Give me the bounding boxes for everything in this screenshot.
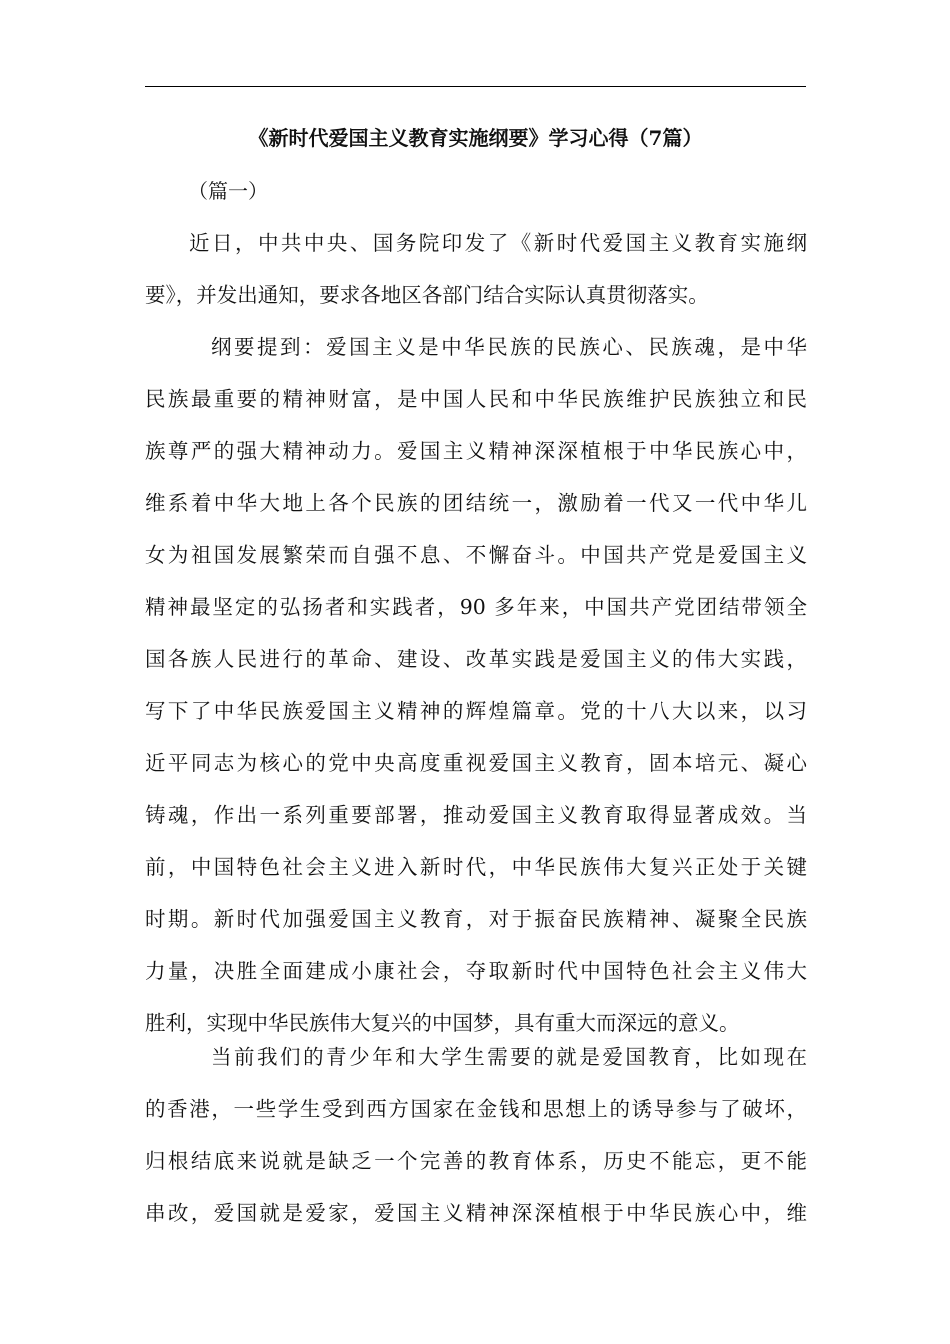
paragraph-line: 时期。新时代加强爱国主义教育，对于振奋民族精神、凝聚全民族 bbox=[145, 907, 807, 931]
paragraph-line: 族尊严的强大精神动力。爱国主义精神深深植根于中华民族心中， bbox=[145, 439, 807, 463]
paragraph-1 bbox=[145, 226, 807, 330]
paragraph-line: 串改，爱国就是爱家，爱国主义精神深深植根于中华民族心中，维 bbox=[145, 1201, 807, 1225]
paragraph-line: 女为祖国发展繁荣而自强不息、不懈奋斗。中国共产党是爱国主义 bbox=[145, 543, 807, 567]
paragraph-line: 胜利，实现中华民族伟大复兴的中国梦，具有重大而深远的意义。 bbox=[145, 1011, 740, 1035]
paragraph-line: 要》，并发出通知，要求各地区各部门结合实际认真贯彻落实。 bbox=[145, 283, 709, 307]
paragraph-line: 写下了中华民族爱国主义精神的辉煌篇章。党的十八大以来，以习 bbox=[145, 699, 807, 723]
paragraph-line: 纲要提到：爱国主义是中华民族的民族心、民族魂，是中华 bbox=[211, 335, 807, 359]
paragraph-line: 当前我们的青少年和大学生需要的就是爱国教育，比如现在 bbox=[211, 1045, 807, 1069]
paragraph-line: 国各族人民进行的革命、建设、改革实践是爱国主义的伟大实践， bbox=[145, 647, 807, 671]
document-title: 《新时代爱国主义教育实施纲要》学习心得（7篇） bbox=[248, 126, 703, 150]
paragraph-line: 的香港，一些学生受到西方国家在金钱和思想上的诱导参与了破坏， bbox=[145, 1097, 807, 1121]
paragraph-line: 近日，中共中央、国务院印发了《新时代爱国主义教育实施纲 bbox=[189, 231, 807, 255]
paragraph-line: 近平同志为核心的党中央高度重视爱国主义教育，固本培元、凝心 bbox=[145, 751, 807, 775]
header-rule bbox=[145, 86, 806, 87]
section-label: （篇一） bbox=[188, 179, 268, 203]
paragraph-3 bbox=[145, 1040, 807, 1248]
paragraph-2 bbox=[145, 330, 807, 1058]
paragraph-line: 精神最坚定的弘扬者和实践者，90 多年来，中国共产党团结带领全 bbox=[145, 595, 807, 619]
paragraph-line: 铸魂，作出一系列重要部署，推动爱国主义教育取得显著成效。当 bbox=[145, 803, 807, 827]
paragraph-line: 力量，决胜全面建成小康社会，夺取新时代中国特色社会主义伟大 bbox=[145, 959, 807, 983]
paragraph-line: 归根结底来说就是缺乏一个完善的教育体系，历史不能忘，更不能 bbox=[145, 1149, 807, 1173]
paragraph-line: 民族最重要的精神财富，是中国人民和中华民族维护民族独立和民 bbox=[145, 387, 807, 411]
paragraph-line: 前，中国特色社会主义进入新时代，中华民族伟大复兴正处于关键 bbox=[145, 855, 807, 879]
paragraph-line: 维系着中华大地上各个民族的团结统一，激励着一代又一代中华儿 bbox=[145, 491, 807, 515]
